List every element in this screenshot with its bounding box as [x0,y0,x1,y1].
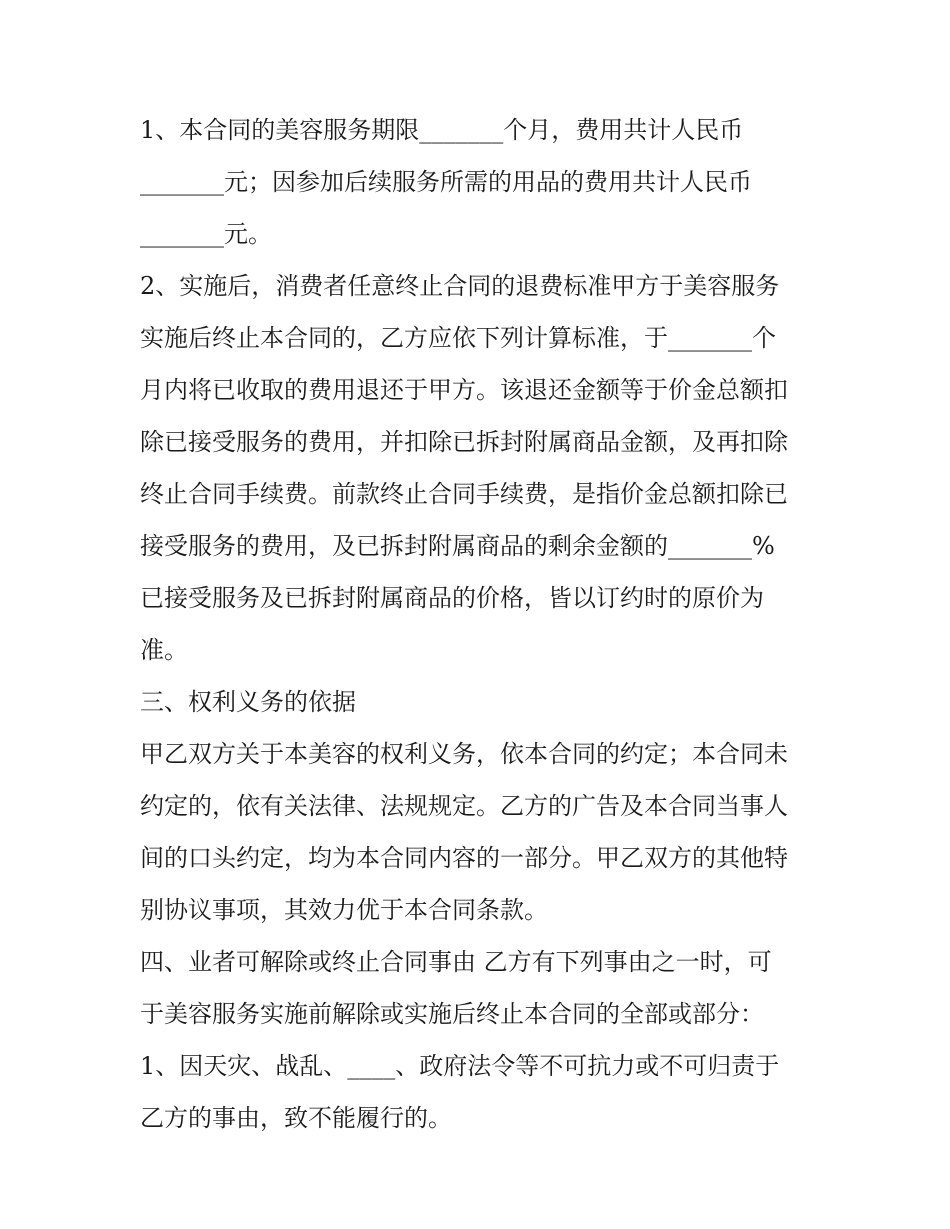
text-line: 别协议事项，其效力优于本合同条款。 [140,896,548,924]
text-line: 1、本合同的美容服务期限_______个月，费用共计人民币 [140,116,744,144]
section-heading: 四、业者可解除或终止合同事由 乙方有下列事由之一时，可 [140,948,772,976]
text-line: 于美容服务实施前解除或实施后终止本合同的全部或部分： [140,1000,764,1028]
text-line: 已接受服务及已拆封附属商品的价格，皆以订约时的原价为 [140,584,764,612]
text-line: 除已接受服务的费用，并扣除已拆封附属商品金额，及再扣除 [140,428,788,456]
text-line: 乙方的事由，致不能履行的。 [140,1104,452,1132]
text-line: 甲乙双方关于本美容的权利义务，依本合同的约定；本合同未 [140,740,788,768]
text-line: 2、实施后，消费者任意终止合同的退费标准甲方于美容服务 [140,272,780,300]
text-line: 终止合同手续费。前款终止合同手续费，是指价金总额扣除已 [140,480,788,508]
text-line: 接受服务的费用，及已拆封附属商品的剩余金额的_______% [140,532,775,560]
text-line: _______元。 [140,220,272,248]
text-line: 月内将已收取的费用退还于甲方。该退还金额等于价金总额扣 [140,376,788,404]
text-line: 1、因天灾、战乱、____、政府法令等不可抗力或不可归责于 [140,1052,780,1080]
text-line: 间的口头约定，均为本合同内容的一部分。甲乙双方的其他特 [140,844,788,872]
text-line: 约定的，依有关法律、法规规定。乙方的广告及本合同当事人 [140,792,788,820]
section-heading: 三、权利义务的依据 [140,688,356,716]
text-line: 准。 [140,636,188,664]
document-body [140,104,820,1144]
text-line: _______元；因参加后续服务所需的用品的费用共计人民币 [140,168,752,196]
text-line: 实施后终止本合同的，乙方应依下列计算标准，于_______个 [140,324,776,352]
